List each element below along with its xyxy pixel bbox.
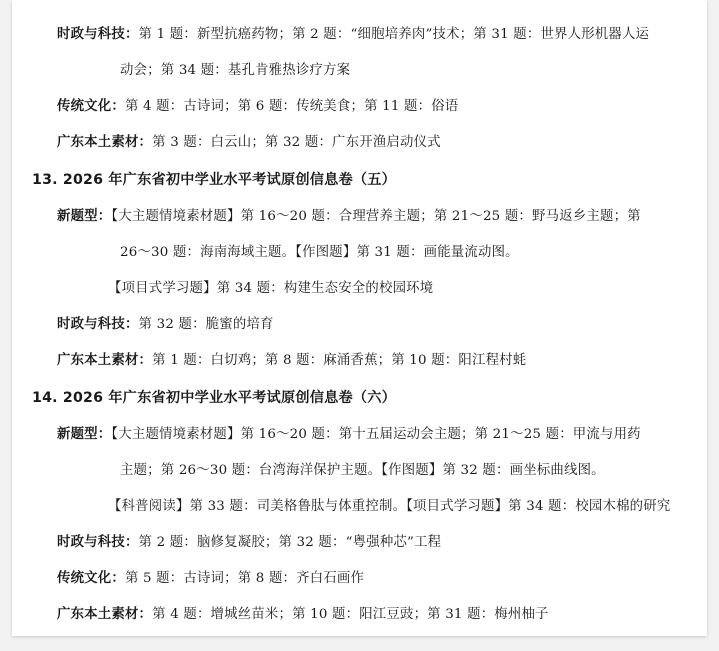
line-text: 第 1 题：新型抗癌药物；第 2 题：“细胞培养肉”技术；第 31 题：世界人形机器人运	[138, 27, 650, 42]
line-text: 第 2 题：脑修复凝胶；第 32 题：“粤强种芯”工程	[138, 535, 442, 550]
line-new-question-type-13-project	[108, 279, 433, 299]
line-new-question-type-13	[57, 207, 641, 227]
line-text: 第 4 题：古诗词；第 6 题：传统美食；第 11 题：俗语	[124, 99, 459, 114]
section-heading-13	[32, 170, 396, 190]
line-traditional-culture-1	[57, 97, 458, 117]
line-current-affairs-1	[57, 25, 649, 45]
line-text: 第 3 题：白云山；第 32 题：广东开渔启动仪式	[152, 135, 441, 150]
line-text: 第 1 题：白切鸡；第 8 题：麻涌香蕉；第 10 题：阳江程村蚝	[152, 353, 527, 368]
line-text: 第 4 题：增城丝苗米；第 10 题：阳江豆豉；第 31 题：梅州柚子	[152, 607, 549, 622]
document-page	[12, 0, 707, 636]
line-text: 第 32 题：脆蜜的培育	[138, 317, 274, 332]
line-current-affairs-13	[57, 315, 274, 335]
section-heading-14	[32, 388, 396, 408]
line-text: 动会；第 34 题：基孔肯雅热诊疗方案	[120, 63, 351, 78]
line-local-material-1	[57, 133, 441, 153]
line-traditional-culture-14	[57, 569, 364, 589]
category-label: 时政与科技：	[57, 27, 139, 42]
line-current-affairs-1-cont	[120, 61, 350, 81]
category-label: 广东本土素材：	[57, 607, 153, 622]
category-label: 广东本土素材：	[57, 353, 153, 368]
line-text: 【大主题情境素材题】第 16～20 题：第十五届运动会主题；第 21～25 题：甲流与用药	[111, 427, 641, 442]
line-text: 26～30 题：海南海域主题。【作图题】第 31 题：画能量流动图。	[120, 245, 519, 260]
line-text: 【大主题情境素材题】第 16～20 题：合理营养主题；第 21～25 题：野马返乡主题；第	[111, 209, 641, 224]
line-current-affairs-14	[57, 533, 441, 553]
line-new-question-type-14	[57, 425, 641, 445]
category-label: 传统文化：	[57, 571, 125, 586]
heading-text: 14. 2026 年广东省初中学业水平考试原创信息卷（六）	[32, 390, 397, 406]
category-label: 时政与科技：	[57, 317, 139, 332]
line-text: 主题；第 26～30 题：台湾海洋保护主题。【作图题】第 32 题：画坐标曲线图。	[120, 463, 605, 478]
line-text: 第 5 题：古诗词；第 8 题：齐白石画作	[124, 571, 365, 586]
category-label: 新题型：	[57, 209, 112, 224]
category-label: 广东本土素材：	[57, 135, 153, 150]
line-local-material-14	[57, 605, 549, 625]
category-label: 新题型：	[57, 427, 112, 442]
line-text: 【项目式学习题】第 34 题：构建生态安全的校园环境	[108, 281, 434, 296]
line-new-question-type-13-cont	[120, 243, 519, 263]
line-local-material-13	[57, 351, 526, 371]
line-text: 【科普阅读】第 33 题：司美格鲁肽与体重控制。【项目式学习题】第 34 题：校园木棉的研究	[108, 499, 671, 514]
line-new-question-type-14-extra	[108, 497, 670, 517]
line-new-question-type-14-cont	[120, 461, 605, 481]
category-label: 传统文化：	[57, 99, 125, 114]
heading-text: 13. 2026 年广东省初中学业水平考试原创信息卷（五）	[32, 172, 397, 188]
category-label: 时政与科技：	[57, 535, 139, 550]
